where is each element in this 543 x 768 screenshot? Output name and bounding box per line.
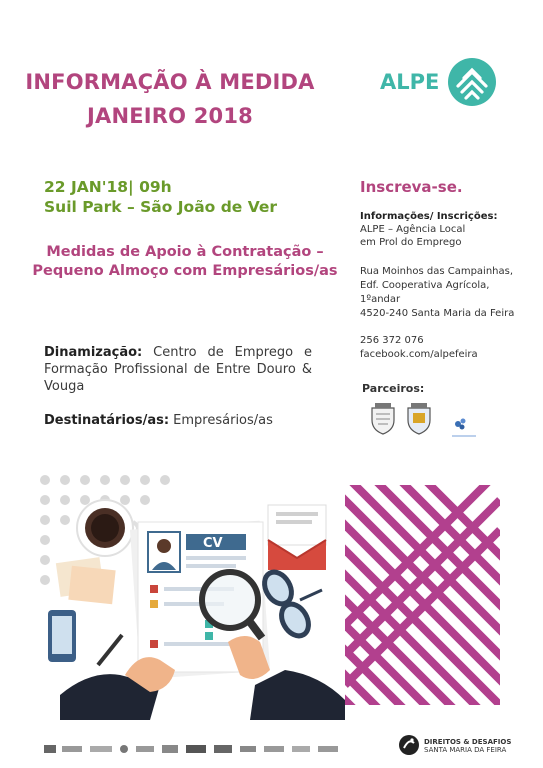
page-subtitle: JANEIRO 2018 (87, 104, 253, 128)
stripe-pattern (300, 470, 543, 720)
partner-crest-icon (404, 402, 434, 436)
event-theme-line2: Pequeno Almoço com Empresários/as (32, 263, 338, 279)
event-theme-line1: Medidas de Apoio à Contratação – (46, 244, 324, 260)
destinatarios-label: Destinatários/as: (44, 413, 170, 428)
footer-sponsors-row (44, 740, 344, 756)
phone-block (360, 334, 478, 362)
address-line3: 1ºandar (360, 294, 401, 305)
address-block (360, 265, 514, 321)
event-date: 22 JAN'18| 09h (44, 178, 172, 196)
info-label: Informações/ Inscrições: (360, 211, 498, 222)
phone-number: 256 372 076 (360, 335, 424, 346)
partner-crest-icon (368, 402, 398, 436)
org-line1: ALPE – Agência Local (360, 224, 466, 235)
alpe-logo (380, 56, 500, 108)
destinatarios-text: Empresários/as (173, 413, 273, 428)
pen-icon (98, 635, 122, 665)
footer-brand-line1: DIREITOS & DESAFIOS (424, 738, 512, 746)
cv-label: CV (203, 536, 223, 551)
footer-brand (424, 738, 511, 754)
envelope-icon (268, 505, 326, 570)
event-place: Suil Park – São João de Ver (44, 198, 278, 216)
left-hand-figure (60, 657, 175, 720)
sticky-notes-icon (56, 557, 116, 604)
dinamizacao-text: Centro de Emprego e Formação Profissional de Entre Douro & Vouga (44, 345, 312, 394)
facebook-link[interactable]: facebook.com/alpefeira (360, 349, 478, 360)
org-line2: em Prol do Emprego (360, 237, 462, 248)
partner-flower-logo-icon (450, 416, 478, 440)
phone-icon (48, 610, 76, 662)
address-line1: Rua Moinhos das Campainhas, (360, 266, 514, 277)
sponsor-logos-icon (44, 740, 344, 756)
alpe-emblem-icon (446, 56, 498, 108)
footer-brand-line2: SANTA MARIA DA FEIRA (424, 746, 507, 754)
destinatarios-paragraph (44, 412, 312, 429)
direitos-desafios-logo-icon (398, 734, 420, 756)
partners-label: Parceiros: (362, 382, 425, 395)
glasses-icon (259, 567, 314, 640)
dinamizacao-label: Dinamização: (44, 345, 143, 360)
contact-block (360, 210, 497, 249)
dinamizacao-paragraph (44, 344, 312, 395)
signup-heading: Inscreva-se. (360, 178, 463, 196)
hiring-illustration (0, 470, 543, 720)
coffee-cup-icon (77, 500, 138, 556)
alpe-logo-text: ALPE (380, 70, 440, 94)
address-line4: 4520-240 Santa Maria da Feira (360, 308, 515, 319)
page-title: INFORMAÇÃO À MEDIDA (25, 70, 315, 94)
right-hand-figure (228, 636, 345, 720)
address-line2: Edf. Cooperativa Agrícola, (360, 280, 490, 291)
